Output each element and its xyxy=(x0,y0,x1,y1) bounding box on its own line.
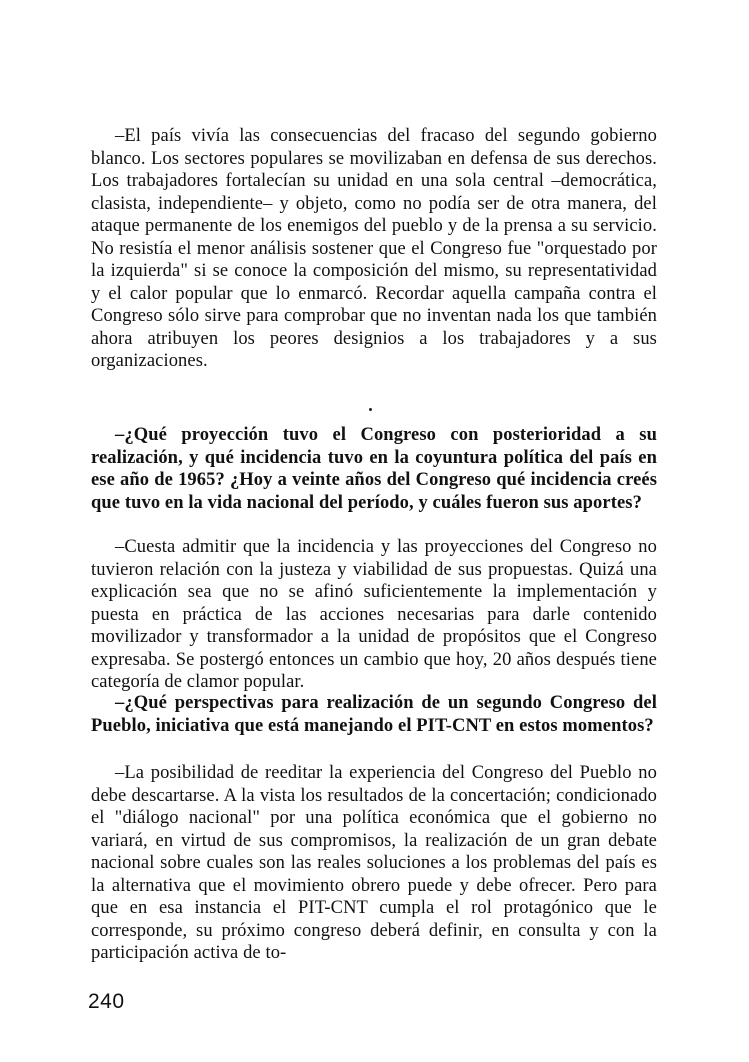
ink-speck xyxy=(369,408,372,411)
answer-paragraph-1: –El país vivía las consecuencias del fracaso del segundo gobierno blanco. Los sectores populares se movilizaban en defensa de sus derechos. Los trabajadores fortalecían su unidad en una sola central –democrática, clasista, independiente– y objeto, como no podía ser de otra manera, del ataque permanente de los enemigos del pueblo y de la prensa a su servicio. No resistía el menor análisis sostener que el Congreso fue "orquestado por la izquierda" si se conoce la composición del mismo, su representatividad y el calor popular que lo enmarcó. Recordar aquella campaña contra el Congreso sólo sirve para comprobar que no inventan nada los que también ahora atribuyen los peores designios a los trabajadores y a sus organizaciones. xyxy=(91,126,657,371)
question-paragraph-2: –¿Qué perspectivas para realización de un segundo Congreso del Pueblo, iniciativa que está manejando el PIT-CNT en estos momentos? xyxy=(91,693,657,736)
answer-paragraph-3: –La posibilidad de reeditar la experiencia del Congreso del Pueblo no debe descartarse. A la vista los resultados de la concertación; condicionado el "diálogo nacional" por una política económica que el gobierno no variará, en virtud de sus compromisos, la realización de un gran debate nacional sobre cuales son las reales soluciones a los problemas del país es la alternativa que el movimiento obrero puede y debe ofrecer. Pero para que en esa instancia el PIT-CNT cumpla el rol protagónico que le corresponde, su próximo congreso deberá definir, en consulta y con la participación activa de to- xyxy=(91,763,657,963)
answer-paragraph-2: –Cuesta admitir que la incidencia y las proyecciones del Congreso no tuvieron relación con la justeza y viabilidad de sus propuestas. Quizá una explicación sea que no se afinó suficientemente la implementación y puesta en práctica de las acciones necesarias para darle contenido movilizador y transformador a la unidad de propósitos que el Congreso expresaba. Se postergó entonces un cambio que hoy, 20 años después tiene categoría de clamor popular. xyxy=(91,537,657,692)
page-number: 240 xyxy=(88,990,125,1013)
question-paragraph-1: –¿Qué proyección tuvo el Congreso con posterioridad a su realización, y qué incidencia tuvo en la coyuntura política del país en ese año de 1965? ¿Hoy a veinte años del Congreso qué incidencia creés que tuvo en la vida nacional del período, y cuáles fueron sus aportes? xyxy=(91,425,657,513)
